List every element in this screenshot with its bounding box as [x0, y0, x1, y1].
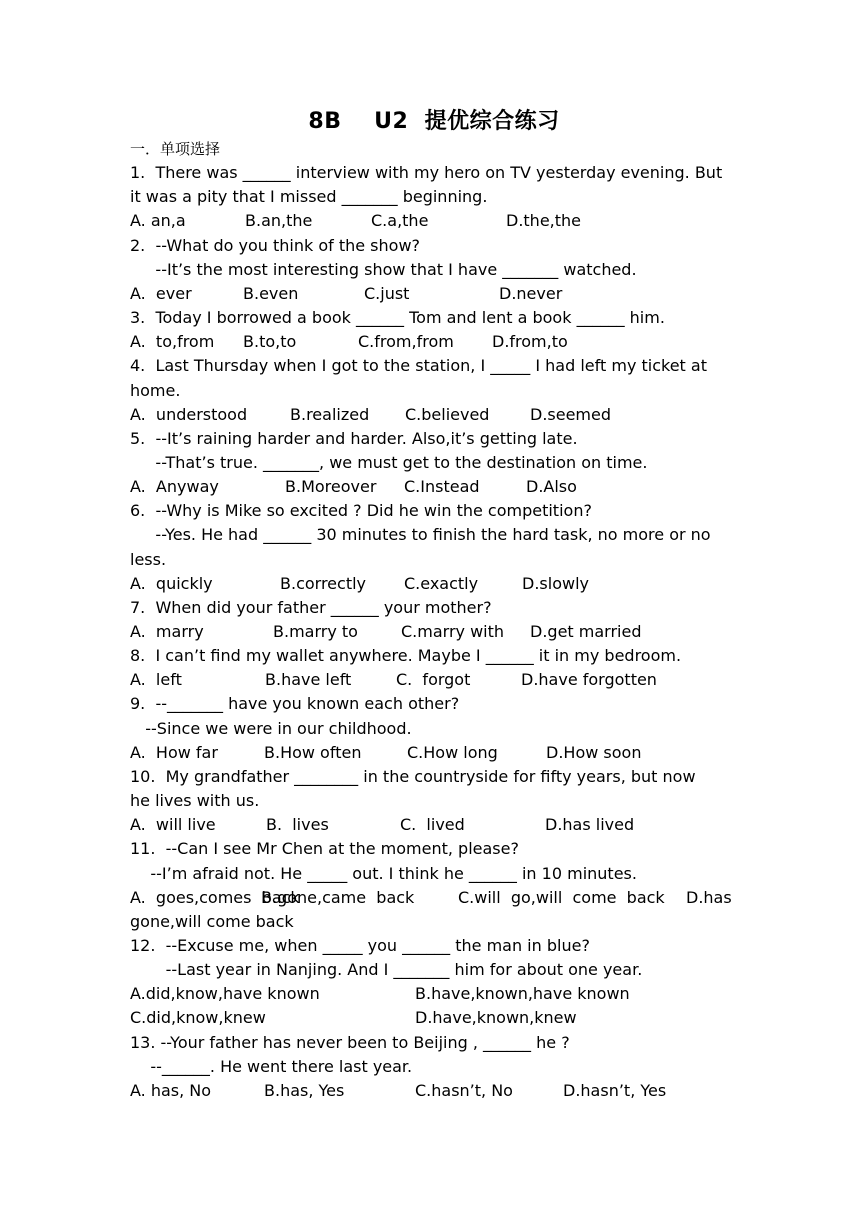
- answer-option: B. lives: [266, 815, 329, 835]
- answer-option: C.hasn’t, No: [415, 1080, 513, 1100]
- answer-option: D.has: [686, 887, 732, 907]
- answer-option: A. quickly: [130, 573, 213, 593]
- answer-option: D.slowly: [522, 573, 589, 593]
- answer-option: C.exactly: [404, 573, 479, 593]
- answer-options-row: [130, 1079, 730, 1103]
- answer-option: D.has lived: [545, 815, 635, 835]
- answer-options-row: [130, 330, 730, 354]
- page-title: 8B U2 提优综合练习: [308, 109, 560, 134]
- answer-option: D.from,to: [492, 332, 568, 352]
- answer-option: C. forgot: [396, 670, 471, 690]
- answer-option: C.marry with: [401, 622, 505, 641]
- answer-option: B.have left: [265, 670, 352, 690]
- answer-option: B.an,the: [245, 211, 313, 231]
- answer-option: B.have,known,have known: [415, 984, 630, 1004]
- answer-option: A. marry: [130, 622, 204, 641]
- question-text-line: 5. --It’s raining harder and harder. Also,it’s getting late.: [130, 428, 578, 448]
- answer-options-row: [130, 572, 730, 596]
- answer-option: C.believed: [405, 404, 490, 424]
- question-text-line: 6. --Why is Mike so excited ? Did he win the competition?: [130, 501, 592, 521]
- question-text-line: 8. I can’t find my wallet anywhere. Maybe I ______ it in my bedroom.: [130, 646, 682, 666]
- answer-option: B.Moreover: [285, 477, 377, 497]
- answer-options-row: [130, 475, 730, 499]
- answer-option: A. an,a: [130, 211, 186, 231]
- answer-options-row: [130, 982, 730, 1006]
- question-text-line: 2. --What do you think of the show?: [130, 235, 421, 255]
- answer-option: A.did,know,have known: [130, 984, 320, 1004]
- answer-options-row: [130, 403, 730, 427]
- answer-option: D.the,the: [506, 211, 582, 231]
- question-text-line: --It’s the most interesting show that I have _______ watched.: [130, 259, 637, 279]
- answer-options-row: [130, 668, 730, 692]
- answer-option: C.did,know,knew: [130, 1008, 266, 1028]
- answer-option: D.get married: [530, 622, 642, 641]
- question-text-line: 1. There was ______ interview with my hero on TV yesterday evening. But: [130, 163, 723, 183]
- answer-option: C.How long: [407, 742, 498, 762]
- answer-option: B.How often: [264, 742, 362, 762]
- answer-option: C.a,the: [371, 211, 429, 231]
- question-text-line: 3. Today I borrowed a book ______ Tom and lent a book ______ him.: [130, 308, 665, 328]
- answer-options-row: [130, 620, 730, 644]
- answer-option: C.Instead: [404, 477, 480, 497]
- answer-option: D.Also: [526, 477, 577, 497]
- answer-option: D.seemed: [530, 404, 612, 424]
- answer-option: A. Anyway: [130, 477, 219, 497]
- answer-option: B.correctly: [280, 573, 366, 593]
- answer-option: A. understood: [130, 404, 248, 424]
- question-text-line: he lives with us.: [130, 791, 260, 811]
- question-text-line: 7. When did your father ______ your mother?: [130, 597, 492, 617]
- question-text-line: 9. --_______ have you known each other?: [130, 694, 460, 714]
- answer-option: C.just: [364, 283, 410, 303]
- question-text-line: 10. My grandfather ________ in the countryside for fifty years, but now: [130, 766, 696, 786]
- answer-option: D.have,known,knew: [415, 1008, 577, 1028]
- answer-options-row: [130, 209, 730, 233]
- question-text-line: --That’s true. _______, we must get to the destination on time.: [130, 452, 648, 472]
- answer-option: B.realized: [290, 404, 370, 424]
- answer-option: B.marry to: [273, 622, 358, 641]
- answer-options-row: [130, 1006, 730, 1030]
- answer-option: C.will go,will come back: [458, 887, 665, 907]
- question-text-line: --Since we were in our childhood.: [130, 718, 412, 738]
- answer-option: D.never: [499, 283, 563, 303]
- answer-option: D.hasn’t, Yes: [563, 1080, 667, 1100]
- answer-options-row: [130, 741, 730, 765]
- answer-option: A. How far: [130, 742, 218, 762]
- question-text-line: gone,will come back: [130, 911, 294, 931]
- answer-option: A. goes,comes back: [130, 887, 300, 907]
- question-text-line: 12. --Excuse me, when _____ you ______ the man in blue?: [130, 935, 590, 955]
- answer-option: A. has, No: [130, 1080, 212, 1100]
- answer-option: A. left: [130, 670, 182, 690]
- answer-option: A. ever: [130, 283, 192, 303]
- answer-option: A. will live: [130, 815, 216, 835]
- answer-option: C. lived: [400, 815, 465, 835]
- answer-options-row: [130, 886, 730, 910]
- question-text-line: 13. --Your father has never been to Beijing , ______ he ?: [130, 1032, 570, 1052]
- answer-option: B.even: [243, 283, 299, 303]
- question-text-line: --I’m afraid not. He _____ out. I think he ______ in 10 minutes.: [130, 863, 637, 883]
- question-text-line: --______. He went there last year.: [130, 1056, 413, 1076]
- question-text-line: home.: [130, 380, 181, 400]
- answer-option: B.has, Yes: [264, 1080, 345, 1100]
- section-heading: 一．单项选择: [130, 140, 221, 158]
- answer-option: B.gone,came back: [261, 887, 415, 907]
- answer-option: C.from,from: [358, 332, 454, 352]
- answer-options-row: [130, 813, 730, 837]
- answer-option: D.have forgotten: [521, 670, 657, 690]
- answer-option: D.How soon: [546, 742, 642, 762]
- answer-option: B.to,to: [243, 332, 297, 352]
- question-text-line: 11. --Can I see Mr Chen at the moment, please?: [130, 839, 519, 859]
- answer-option: A. to,from: [130, 332, 215, 352]
- question-text-line: less.: [130, 549, 167, 569]
- question-text-line: it was a pity that I missed _______ beginning.: [130, 187, 488, 207]
- question-text-line: --Last year in Nanjing. And I _______ him for about one year.: [130, 960, 643, 980]
- answer-options-row: [130, 282, 730, 306]
- question-text-line: 4. Last Thursday when I got to the station, I _____ I had left my ticket at: [130, 356, 707, 376]
- question-text-line: --Yes. He had ______ 30 minutes to finish the hard task, no more or no: [130, 525, 711, 545]
